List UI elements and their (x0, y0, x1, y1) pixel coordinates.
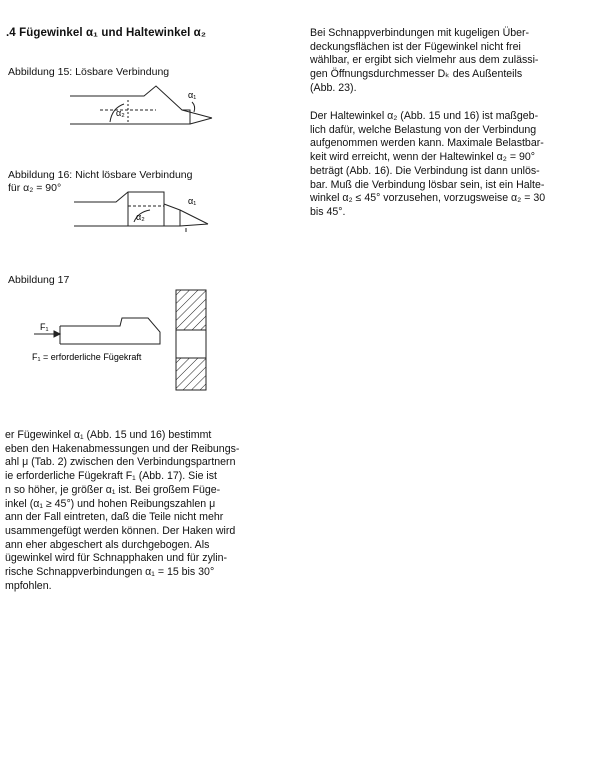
fig15-alpha2-label: α₂ (116, 108, 125, 118)
right2-line-3: aufgenommen werden kann. Maximale Belastbar- (310, 137, 544, 150)
left-line-1: er Fügewinkel α₁ (Abb. 15 und 16) bestimmt (5, 429, 212, 441)
left-line-12: mpfohlen. (5, 579, 52, 592)
fig15-alpha1-label: α₁ (188, 90, 197, 100)
left-line-10: ügewinkel wird für Schnapphaken und für zylin- (5, 552, 228, 565)
left-line-9: ann eher abgeschert als durchgebogen. Als (5, 538, 210, 551)
right2-line-6: bar. Muß die Verbindung lösbar sein, ist ein Halte- (310, 178, 545, 191)
right2-line-7: winkel α₂ ≤ 45° vorzusehen, vorzugsweise α₂ = 30 (310, 192, 546, 205)
figure-17-caption: Abbildung 17 (8, 274, 70, 286)
right1-line-1: Bei Schnappverbindungen mit kugeligen Über- (310, 27, 530, 39)
figure-16-diagram (68, 184, 218, 238)
right1-line-4: gen Öffnungsdurchmesser Dₖ des Außenteils (310, 68, 523, 81)
right1-line-3: wählbar, er ergibt sich vielmehr aus dem zulässi- (310, 54, 539, 67)
left-line-4: ie erforderliche Fügekraft F₁ (Abb. 17). Sie ist (5, 470, 218, 483)
right2-line-4: keit wird erreicht, wenn der Haltewinkel α₂ = 90° (310, 151, 535, 164)
left-line-6: inkel (α₁ ≥ 45°) und hohen Reibungszahlen μ (5, 497, 216, 510)
fig16-alpha2-label: α₂ (136, 212, 145, 222)
left-line-3: ahl μ (Tab. 2) zwischen den Verbindungspartnern (5, 456, 236, 469)
right2-line-8: bis 45°. (310, 205, 346, 218)
left-line-7: ann der Fall eintreten, daß die Teile nicht mehr (5, 511, 224, 524)
fig17-force-label: F₁ (40, 322, 49, 332)
figure-15-caption: Abbildung 15: Lösbare Verbindung (8, 66, 170, 78)
right2-line-2: lich dafür, welche Belastung von der Verbindung (310, 123, 537, 136)
right-paragraph-1 (310, 27, 610, 96)
figure-15-diagram (60, 82, 220, 134)
left-line-5: n so höher, je größer α₁ ist. Bei großem Füge- (5, 483, 221, 496)
left-line-11: rische Schnappverbindungen α₁ = 15 bis 30° (5, 566, 215, 579)
right1-line-2: deckungsflächen ist der Fügewinkel nicht frei (310, 40, 521, 53)
left-paragraph (5, 429, 295, 593)
fig16-alpha1-label: α₁ (188, 196, 197, 206)
left-line-8: usammengefügt werden können. Der Haken wird (5, 524, 236, 537)
right-paragraph-2 (310, 110, 610, 220)
right2-line-1: Der Haltewinkel α₂ (Abb. 15 und 16) ist maßgeb- (310, 110, 539, 122)
figure-17-diagram (30, 288, 220, 392)
right1-line-5: (Abb. 23). (310, 81, 357, 94)
right2-line-5: beträgt (Abb. 16). Die Verbindung ist dann unlös- (310, 164, 540, 177)
figure-16-caption: Abbildung 16: Nicht lösbare Verbindung (8, 169, 193, 181)
section-heading: .4 Fügewinkel α₁ und Haltewinkel α₂ (6, 27, 207, 39)
figure-16-caption-line2: für α₂ = 90° (8, 182, 62, 194)
left-line-2: eben den Hakenabmessungen und der Reibungs- (5, 442, 240, 455)
fig17-force-note: F₁ = erforderliche Fügekraft (32, 352, 142, 362)
